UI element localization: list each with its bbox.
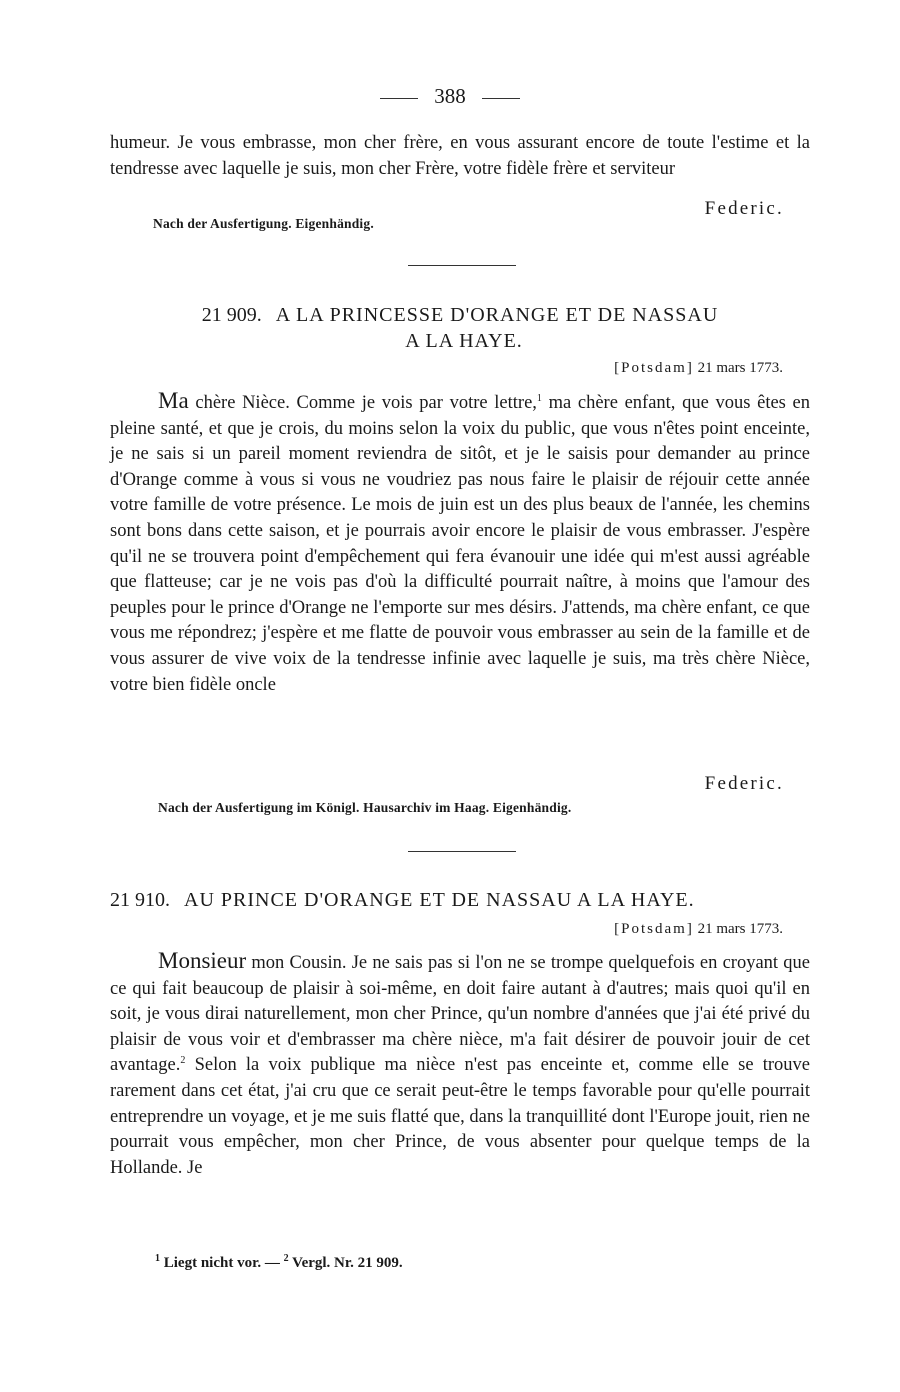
letter-21909-text — [110, 388, 810, 698]
letter-21909-signature: Federic. — [704, 773, 784, 794]
page-number-text: 388 — [434, 84, 466, 108]
footnote-ref-1: 1 — [536, 392, 542, 404]
separator-rule-2 — [408, 851, 516, 852]
letter-21910-text-part2: Selon la voix publique ma nièce n'est pas enceinte et, comme elle se trouve rarement dans cet état, j'ai cru que ce serait peut-être le temps favorable pour qu'elle pourrait entreprendre un voyage, et je me suis flatté que, dans la tranquillité dont l'Europe jouit, rien ne pourrait vous empêcher, mon cher Prince, de vous absenter pour quelque temps de la Hollande. Je — [110, 1055, 811, 1178]
footnote-ref-2: 2 — [180, 1055, 186, 1067]
letter-21909-place: [Potsdam] — [614, 360, 694, 376]
letter-21909-body — [110, 388, 810, 698]
letter-21909-source: Nach der Ausfertigung im Königl. Hausarchiv im Haag. Eigenhändig. — [158, 800, 572, 815]
letter-21909-date: 21 mars 1773. — [697, 360, 783, 376]
letter-21910-place: [Potsdam] — [614, 921, 694, 937]
letter-21910-heading — [110, 887, 810, 913]
letter-21910-addressee: AU PRINCE D'ORANGE ET DE NASSAU A LA HAYE. — [184, 889, 695, 911]
letter-21909-dateline — [614, 360, 783, 377]
letter-21910-number: 21 910. — [110, 889, 170, 911]
previous-letter-source: Nach der Ausfertigung. Eigenhändig. — [153, 216, 374, 231]
letter-21909-text-part2: ma chère enfant, que vous êtes en pleine santé, et que je crois, du moins selon la voix du public, que vous n'êtes point enceinte, je ne sais si un pareil moment reviendra de sitôt, et je le saisis pour demander au prince d'Orange comme à vous si vous ne voudriez pas nous faire le plaisir de réjouir cette année votre famille de votre présence. Le mois de juin est un des plus beaux de l'année, les chemins sont bons dans cette saison, et je pourrais avoir encore le plaisir de vous embrasser. J'espère qu'il ne se trouvera point d'empêchement qui fera évanouir une idée qui m'est aussi agréable que flatteuse; car je ne vois pas d'où la difficulté pourrait naître, à moins que l'amour des peuples pour le prince d'Orange ne l'emporte sur mes désirs. J'attends, ma chère enfant, ce que vous me répondrez; j'espère et me flatte de pouvoir vous embrasser au sein de la famille et de vous assurer de vive voix de la tendresse infinie avec laquelle je suis, ma très chère Nièce, votre bien fidèle oncle — [110, 393, 811, 695]
previous-letter-signature: Federic. — [704, 198, 784, 219]
letter-21909-text-part1: chère Nièce. Comme je vois par votre lettre, — [195, 393, 537, 413]
page-number-dash-left — [380, 98, 418, 99]
letter-21909-salutation: Ma — [158, 388, 189, 413]
footnote-1-mark: 1 — [155, 1253, 160, 1264]
letter-21910-text — [110, 948, 810, 1181]
letter-21909-heading — [110, 302, 810, 354]
footnote-2-mark: 2 — [283, 1253, 289, 1264]
page-number-dash-right — [482, 98, 520, 99]
previous-letter-text: humeur. Je vous embrasse, mon cher frère, en vous assurant encore de toute l'estime et la tendresse avec laquelle je suis, mon cher Frère, votre fidèle frère et serviteur — [110, 133, 810, 179]
previous-letter-ending — [110, 131, 810, 182]
footnote-1-text: Liegt nicht vor. — — [163, 1255, 280, 1271]
letter-21910-text-part1: mon Cousin. Je ne sais pas si l'on ne se trompe quelquefois en croyant que ce qui fait beaucoup de plaisir à soi-même, en doit faire autant à d'autres; mais quoi qu'il en soit, je vous dirai naturellement, mon cher Prince, qu'un nombre d'années que j'ai été privé du plaisir de vous voir et d'embrasser ma chère nièce, m'a fait désirer de pouvoir jouir de cet avantage. — [110, 953, 810, 1076]
separator-rule — [408, 265, 516, 266]
letter-21910-salutation: Monsieur — [158, 948, 247, 973]
page-number — [0, 84, 900, 109]
letter-21909-title-line1 — [110, 302, 810, 328]
letter-21910-dateline — [614, 921, 783, 938]
letter-21910-body — [110, 948, 810, 1181]
letter-21910-date: 21 mars 1773. — [697, 921, 783, 937]
letter-21909-title-line2: A LA HAYE. — [405, 330, 523, 352]
letter-21909-number: 21 909. — [201, 304, 262, 326]
letter-21909-addressee: A LA PRINCESSE D'ORANGE ET DE NASSAU — [275, 304, 719, 326]
footnote-2-text: Vergl. Nr. 21 909. — [292, 1255, 403, 1271]
footnotes — [155, 1255, 403, 1272]
